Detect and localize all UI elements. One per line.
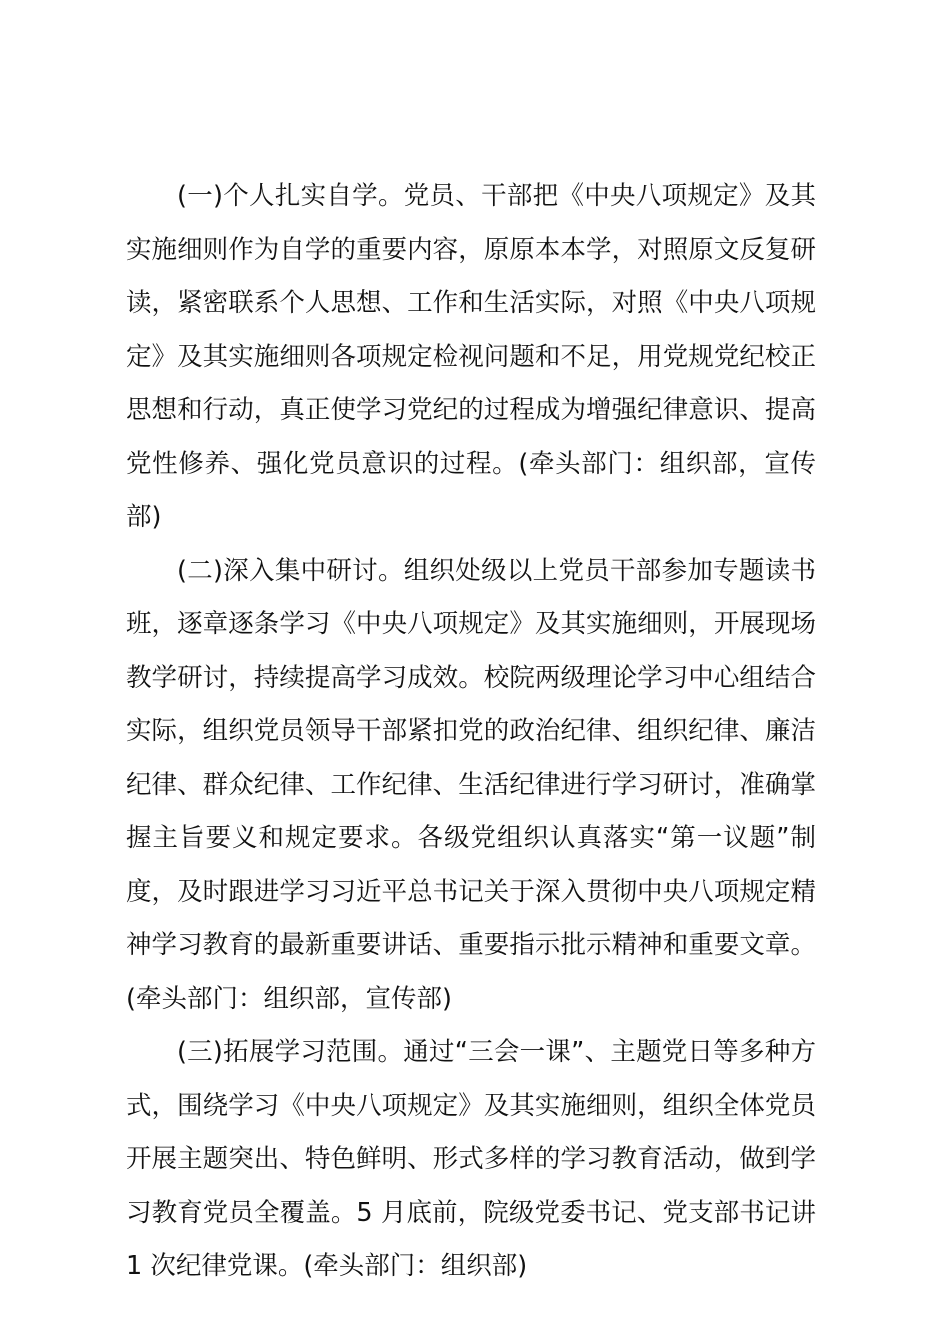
paragraph-expand-scope: (三)拓展学习范围。通过“三会一课”、主题党日等多种方式，围绕学习《中央八项规定》及其实施细则，组织全体党员开展主题突出、特色鲜明、形式多样的学习教育活动，做到学习教育党员全覆盖。5 月底前，院级党委书记、党支部书记讲1 次纪律党课。(牵头部门：组织部) <box>126 1037 816 1281</box>
paragraph-personal-study: (一)个人扎实自学。党员、干部把《中央八项规定》及其实施细则作为自学的重要内容，原原本本学，对照原文反复研读，紧密联系个人思想、工作和生活实际，对照《中央八项规定》及其实施细则各项规定检视问题和不足，用党规党纪校正思想和行动，真正使学习党纪的过程成为增强纪律意识、提高党性修养、强化党员意识的过程。(牵头部门：组织部，宣传部) <box>126 181 816 532</box>
document-body <box>126 170 816 1294</box>
paragraph-centralized-discussion: (二)深入集中研讨。组织处级以上党员干部参加专题读书班，逐章逐条学习《中央八项规定》及其实施细则，开展现场教学研讨，持续提高学习成效。校院两级理论学习中心组结合实际，组织党员领导干部紧扣党的政治纪律、组织纪律、廉洁纪律、群众纪律、工作纪律、生活纪律进行学习研讨，准确掌握主旨要义和规定要求。各级党组织认真落实“第一议题”制度，及时跟进学习习近平总书记关于深入贯彻中央八项规定精神学习教育的最新重要讲话、重要指示批示精神和重要文章。(牵头部门：组织部，宣传部) <box>126 555 816 1014</box>
